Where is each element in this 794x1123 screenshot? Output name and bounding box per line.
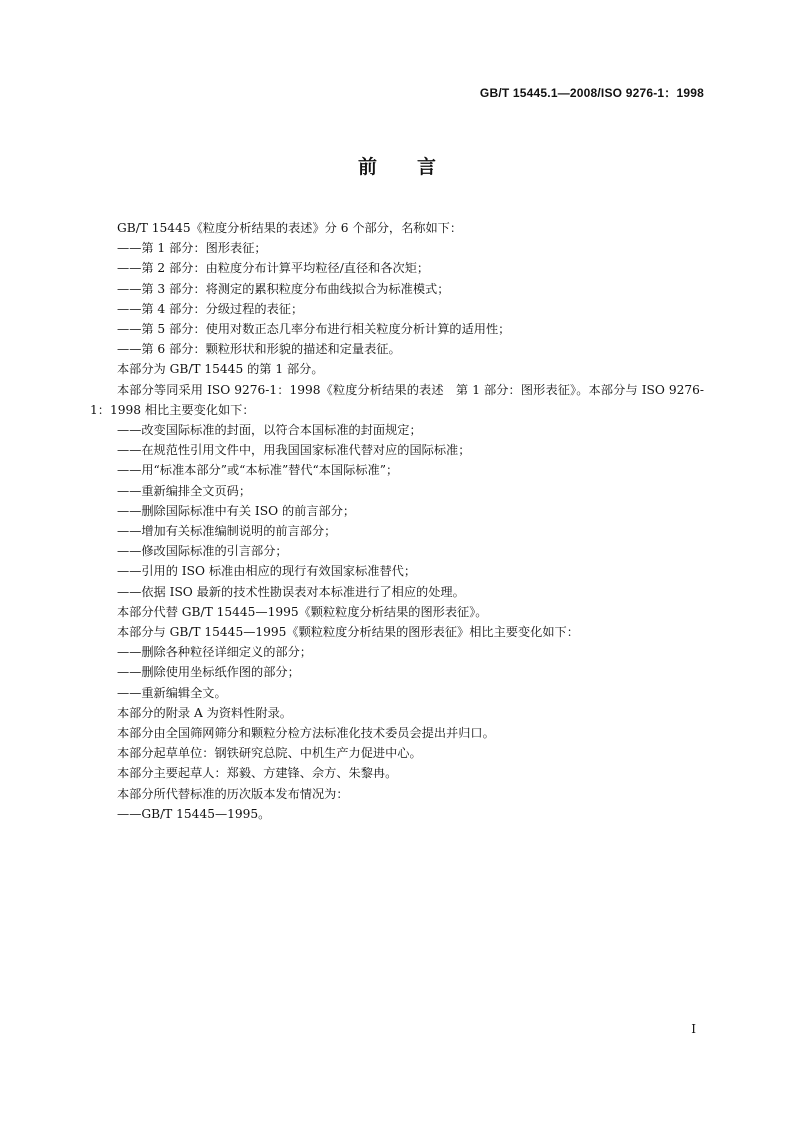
paragraph: 本部分由全国筛网筛分和颗粒分检方法标准化技术委员会提出并归口。 [117, 726, 495, 741]
list-item: ——改变国际标准的封面，以符合本国标准的封面规定； [117, 423, 422, 438]
paragraph: 本部分的附录 A 为资料性附录。 [117, 705, 292, 720]
list-item: ——重新编排全文页码； [117, 483, 252, 498]
list-item: ——重新编辑全文。 [117, 685, 227, 700]
list-item: ——删除各种粒径详细定义的部分； [117, 645, 312, 660]
list-item: ——删除国际标准中有关 ISO 的前言部分； [117, 503, 356, 518]
list-item: ——引用的 ISO 标准由相应的现行有效国家标准替代； [117, 564, 417, 579]
page-number: I [691, 1022, 696, 1036]
list-item: ——第 1 部分：图形表征； [117, 241, 267, 256]
list-item: ——第 5 部分：使用对数正态几率分布进行相关粒度分析计算的适用性； [117, 322, 511, 337]
list-item: ——在规范性引用文件中，用我国国家标准代替对应的国际标准； [117, 443, 471, 458]
list-item: ——第 3 部分：将测定的累积粒度分布曲线拟合为标准模式； [117, 281, 450, 296]
paragraph: 本部分代替 GB/T 15445—1995《颗粒粒度分析结果的图形表征》。 [117, 604, 488, 619]
paragraph: 本部分为 GB/T 15445 的第 1 部分。 [117, 362, 324, 377]
paragraph: 本部分起草单位：钢铁研究总院、中机生产力促进中心。 [117, 746, 422, 761]
page-title: 前言 [357, 156, 476, 178]
foreword-body [90, 218, 704, 824]
list-item: ——第 6 部分：颗粒形状和形貌的描述和定量表征。 [117, 342, 401, 357]
list-item: ——删除使用坐标纸作图的部分； [117, 665, 300, 680]
list-item: ——增加有关标准编制说明的前言部分； [117, 524, 337, 539]
paragraph: 本部分所代替标准的历次版本发布情况为： [117, 786, 349, 801]
paragraph: 本部分主要起草人：郑毅、方建锋、佘方、朱黎冉。 [117, 766, 398, 781]
list-item: ——GB/T 15445—1995。 [117, 806, 271, 821]
list-item: ——修改国际标准的引言部分； [117, 544, 288, 559]
list-item: ——依据 ISO 最新的技术性勘误表对本标准进行了相应的处理。 [117, 584, 465, 599]
document-code: GB/T 15445.1—2008/ISO 9276-1：1998 [479, 86, 704, 100]
list-item: ——用“标准本部分”或“本标准”替代“本国际标准”； [117, 463, 399, 478]
list-item: ——第 4 部分：分级过程的表征； [117, 301, 304, 316]
paragraph: 本部分与 GB/T 15445—1995《颗粒粒度分析结果的图形表征》相比主要变化如下： [117, 625, 579, 640]
list-item: ——第 2 部分：由粒度分布计算平均粒径/直径和各次矩； [117, 261, 430, 276]
paragraph: 本部分等同采用 ISO 9276-1：1998《粒度分析结果的表述 第 1 部分：图形表征》。本部分与 ISO 9276-1：1998 相比主要变化如下： [90, 382, 704, 417]
paragraph: GB/T 15445《粒度分析结果的表述》分 6 个部分，名称如下： [117, 221, 463, 235]
